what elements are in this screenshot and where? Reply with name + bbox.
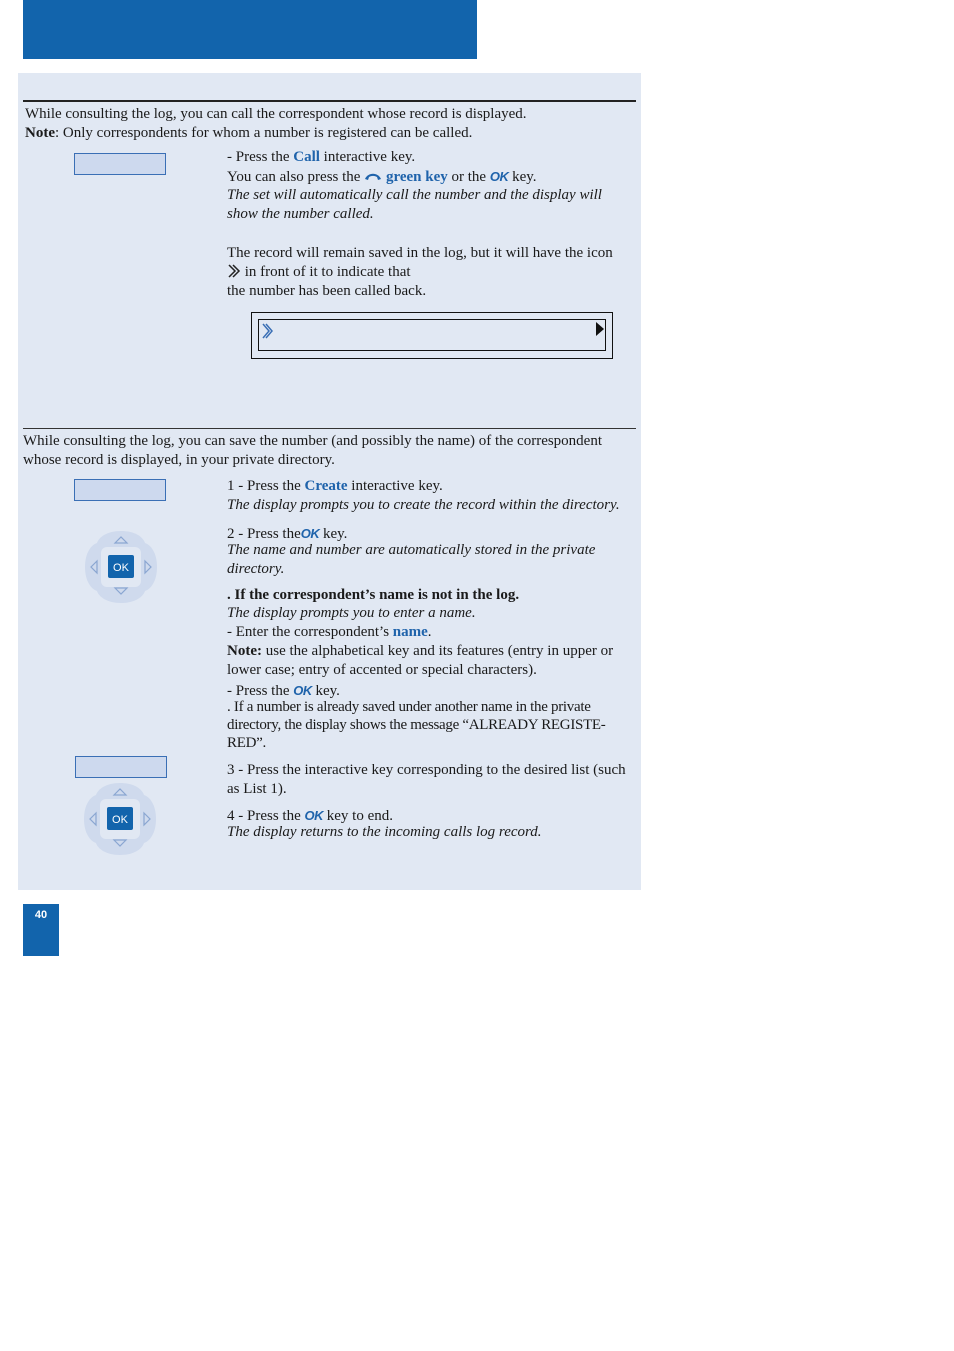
ok-label: OK xyxy=(113,562,129,574)
section2-intro: While consulting the log, you can save the number (and possibly the name) of the correspondent whose record is displayed, in your private directory. xyxy=(23,433,603,468)
create-softkey[interactable] xyxy=(74,479,166,501)
ok-label: OK xyxy=(112,814,128,826)
called-back-icon xyxy=(261,323,275,339)
section-divider xyxy=(23,428,636,429)
header-bar xyxy=(23,0,477,59)
step1: 1 - Press the Create interactive key. xyxy=(227,478,443,494)
enter-name: - Enter the correspondent’s name. xyxy=(227,624,432,640)
section1-note: Note: Only correspondents for whom a number is registered can be called. xyxy=(25,125,473,141)
page-number: 40 xyxy=(23,904,59,956)
scroll-right-icon xyxy=(596,322,604,336)
if-heading: . If the correspondent’s name is not in the log. xyxy=(227,587,520,603)
section1-intro: While consulting the log, you can call the correspondent whose record is displayed. xyxy=(25,106,527,122)
navigator-dpad[interactable] xyxy=(83,529,159,605)
handset-icon xyxy=(364,170,382,182)
ok-icon: OK xyxy=(300,526,320,541)
remain-line1: The record will remain saved in the log, but it will have the icon xyxy=(227,245,613,261)
press-ok: - Press the OK key. xyxy=(227,683,340,699)
ok-icon: OK xyxy=(293,683,312,698)
auto-call-note: The set will automatically call the number and the display will show the number called. xyxy=(227,187,602,222)
step4: 4 - Press the OK key to end. xyxy=(227,808,393,824)
section-divider xyxy=(23,100,636,102)
called-back-icon xyxy=(227,264,241,278)
step-press-call: - Press the Call interactive key. xyxy=(227,149,416,165)
phone-display xyxy=(251,312,613,359)
list-softkey[interactable] xyxy=(75,756,167,778)
alpha-note: Note: use the alphabetical key and its features (entry in upper or lower case; entry of accented or special characters). xyxy=(227,643,614,678)
step1-note: The display prompts you to create the record within the directory. xyxy=(227,497,620,513)
navigator-dpad[interactable] xyxy=(82,781,158,857)
call-softkey[interactable] xyxy=(74,153,166,175)
step-green-key: You can also press the green key or the OK key. xyxy=(227,169,537,185)
already-registered: . If a number is already saved under another name in the private directory, the display shows the message “ALREADY REGISTE-RED”. xyxy=(227,699,606,751)
display-screen xyxy=(258,319,606,351)
step4-note: The display returns to the incoming calls log record. xyxy=(227,824,542,840)
step2: 2 - Press theOK key. xyxy=(227,526,348,542)
ok-icon: OK xyxy=(489,169,509,184)
ok-icon: OK xyxy=(304,808,323,823)
remain-line3: the number has been called back. xyxy=(227,283,427,299)
if-note: The display prompts you to enter a name. xyxy=(227,605,476,621)
step3: 3 - Press the interactive key corresponding to the desired list (such as List 1). xyxy=(227,762,626,797)
step2-note: The name and number are automatically stored in the private directory. xyxy=(227,542,596,577)
remain-line2: in front of it to indicate that xyxy=(227,263,411,282)
